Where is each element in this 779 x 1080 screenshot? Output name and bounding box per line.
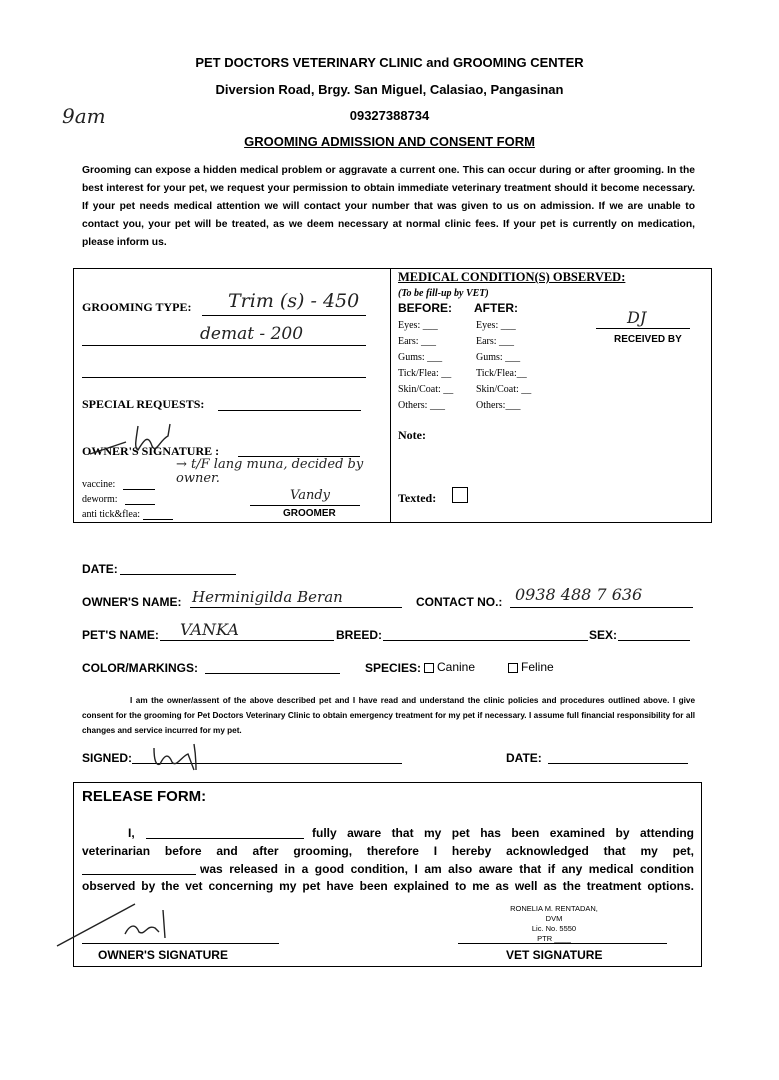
special-requests-label: SPECIAL REQUESTS: <box>82 397 205 411</box>
after-label: AFTER: <box>474 301 518 315</box>
after-item: Eyes: ___ <box>476 320 516 331</box>
sex-line <box>618 640 690 641</box>
feline-checkbox[interactable] <box>508 663 518 673</box>
release-owner-signature-line <box>82 943 279 944</box>
antitick-label: anti tick&flea: <box>82 509 141 520</box>
date-line <box>120 574 236 575</box>
owner-name-line <box>190 607 402 608</box>
texted-checkbox[interactable] <box>452 487 468 503</box>
before-item: Others: ___ <box>398 400 445 411</box>
groomer-name: Vandy <box>290 488 330 503</box>
vet-stamp-ptr: PTR ____ <box>537 934 571 943</box>
groomer-label: GROOMER <box>283 508 336 519</box>
before-item: Tick/Flea: __ <box>398 368 452 379</box>
vaccine-label: vaccine: <box>82 479 116 490</box>
release-pet-line <box>82 874 196 875</box>
clinic-name: PET DOCTORS VETERINARY CLINIC and GROOMING CENTER <box>195 55 584 70</box>
breed-line <box>383 640 588 641</box>
deworm-label: deworm: <box>82 494 118 505</box>
release-line3-suffix: was released in a good condition, I am also aware that if any medical condition <box>200 862 694 876</box>
vet-signature-label: VET SIGNATURE <box>506 948 603 962</box>
release-line4: observed by the vet concerning my pet have been explained to me as well as the treatment options. <box>82 879 694 893</box>
special-requests-line <box>218 410 361 411</box>
pet-name-line <box>160 640 334 641</box>
feline-label: Feline <box>521 660 554 674</box>
pet-name-value: VANKA <box>180 620 239 639</box>
after-item: Gums: ___ <box>476 352 521 363</box>
consent-paragraph: I am the owner/assent of the above described pet and I have read and understand the clinic policies and procedures outlined above. I give consent for the grooming for Pet Doctors Veterinary Clinic to obtain emergency treatment for my pet if necessary. I assume full financial responsibility for all changes and service incurred for my pet. <box>82 696 695 735</box>
after-item: Tick/Flea:__ <box>476 368 527 379</box>
vaccine-line <box>123 489 155 490</box>
clinic-phone: 09327388734 <box>349 108 430 123</box>
vet-stamp-name: RONELIA M. RENTADAN, DVM <box>510 904 598 923</box>
date-label: DATE: <box>82 562 118 576</box>
release-name-line <box>146 838 304 839</box>
release-line1-prefix: I, <box>128 826 135 840</box>
species-canine-option[interactable] <box>424 660 475 674</box>
intro-paragraph: Grooming can expose a hidden medical problem or aggravate a current one. This can occur during or after grooming. In the best interest for your pet, we request your permission to obtain immediate veterinary treatment should it become necessary. If your pet needs medical attention we will contact your number that was given to us on admission. If we are unable to contact you, your pet will be treated, as we deem necessary at normal clinic fees. If your pet is currently on medication, please inform us. <box>82 165 695 248</box>
owner-name-label: OWNER'S NAME: <box>82 595 182 609</box>
medical-subtitle: (To be fill-up by VET) <box>398 288 489 299</box>
after-list <box>476 318 531 414</box>
vet-signature-line <box>458 943 667 944</box>
species-label: SPECIES: <box>365 661 422 675</box>
deworm-line <box>125 504 155 505</box>
vet-stamp <box>504 904 604 944</box>
after-item: Skin/Coat: __ <box>476 384 532 395</box>
contact-value: 0938 488 7 636 <box>515 585 643 604</box>
before-label: BEFORE: <box>398 301 452 315</box>
breed-label: BREED: <box>336 628 383 642</box>
after-item: Others:___ <box>476 400 521 411</box>
medical-title: MEDICAL CONDITION(S) OBSERVED: <box>398 270 626 284</box>
owner-name-value: Herminigilda Beran <box>192 588 343 606</box>
before-item: Skin/Coat: __ <box>398 384 454 395</box>
color-markings-label: COLOR/MARKINGS: <box>82 661 198 675</box>
release-owner-signature-label: OWNER'S SIGNATURE <box>98 948 228 962</box>
release-line2: veterinarian before and after grooming, therefore I hereby acknowledged that my pet, <box>82 844 694 858</box>
before-item: Gums: ___ <box>398 352 443 363</box>
texted-label: Texted: <box>398 491 437 505</box>
clinic-address: Diversion Road, Brgy. San Miguel, Calasiao, Pangasinan <box>215 82 564 97</box>
grooming-type-value-1: Trim (s) - 450 <box>228 290 360 312</box>
signed-signature-scribble <box>150 742 214 772</box>
vet-stamp-license: Lic. No. 5550 <box>531 924 577 933</box>
owner-note: → t/F lang muna, decided by owner. <box>176 457 364 486</box>
note-label: Note: <box>398 428 426 442</box>
signed-date-line <box>548 763 688 764</box>
margin-note: 9am <box>62 104 106 128</box>
release-title: RELEASE FORM: <box>82 788 207 805</box>
color-markings-line <box>205 673 340 674</box>
grooming-type-value-2: demat - 200 <box>200 324 304 344</box>
owner-signature-scribble <box>86 420 186 464</box>
grooming-type-line-2 <box>82 345 366 346</box>
before-item: Eyes: ___ <box>398 320 438 331</box>
received-by-line <box>596 328 690 329</box>
grooming-type-line-3 <box>82 377 366 378</box>
canine-checkbox[interactable] <box>424 663 434 673</box>
pet-name-label: PET'S NAME: <box>82 628 159 642</box>
form-title: GROOMING ADMISSION AND CONSENT FORM <box>244 134 535 149</box>
contact-label: CONTACT NO.: <box>416 595 503 609</box>
signed-date-label: DATE: <box>506 751 542 765</box>
received-by-label: RECEIVED BY <box>614 334 682 345</box>
before-item: Ears: ___ <box>398 336 437 347</box>
grooming-type-line <box>202 315 366 316</box>
after-item: Ears: ___ <box>476 336 515 347</box>
received-by-value: DJ <box>627 308 647 327</box>
box-divider <box>390 268 391 523</box>
contact-line <box>510 607 693 608</box>
grooming-type-label: GROOMING TYPE: <box>82 300 192 314</box>
signed-label: SIGNED: <box>82 751 133 765</box>
sex-label: SEX: <box>589 628 618 642</box>
before-list <box>398 318 453 414</box>
release-line1-suffix: fully aware that my pet has been examined by attending <box>312 826 694 840</box>
canine-label: Canine <box>437 660 476 674</box>
groomer-line <box>250 505 360 506</box>
antitick-line <box>143 519 173 520</box>
species-feline-option[interactable] <box>508 660 554 674</box>
owner-signature-label: OWNER'S SIGNATURE : <box>82 444 220 458</box>
